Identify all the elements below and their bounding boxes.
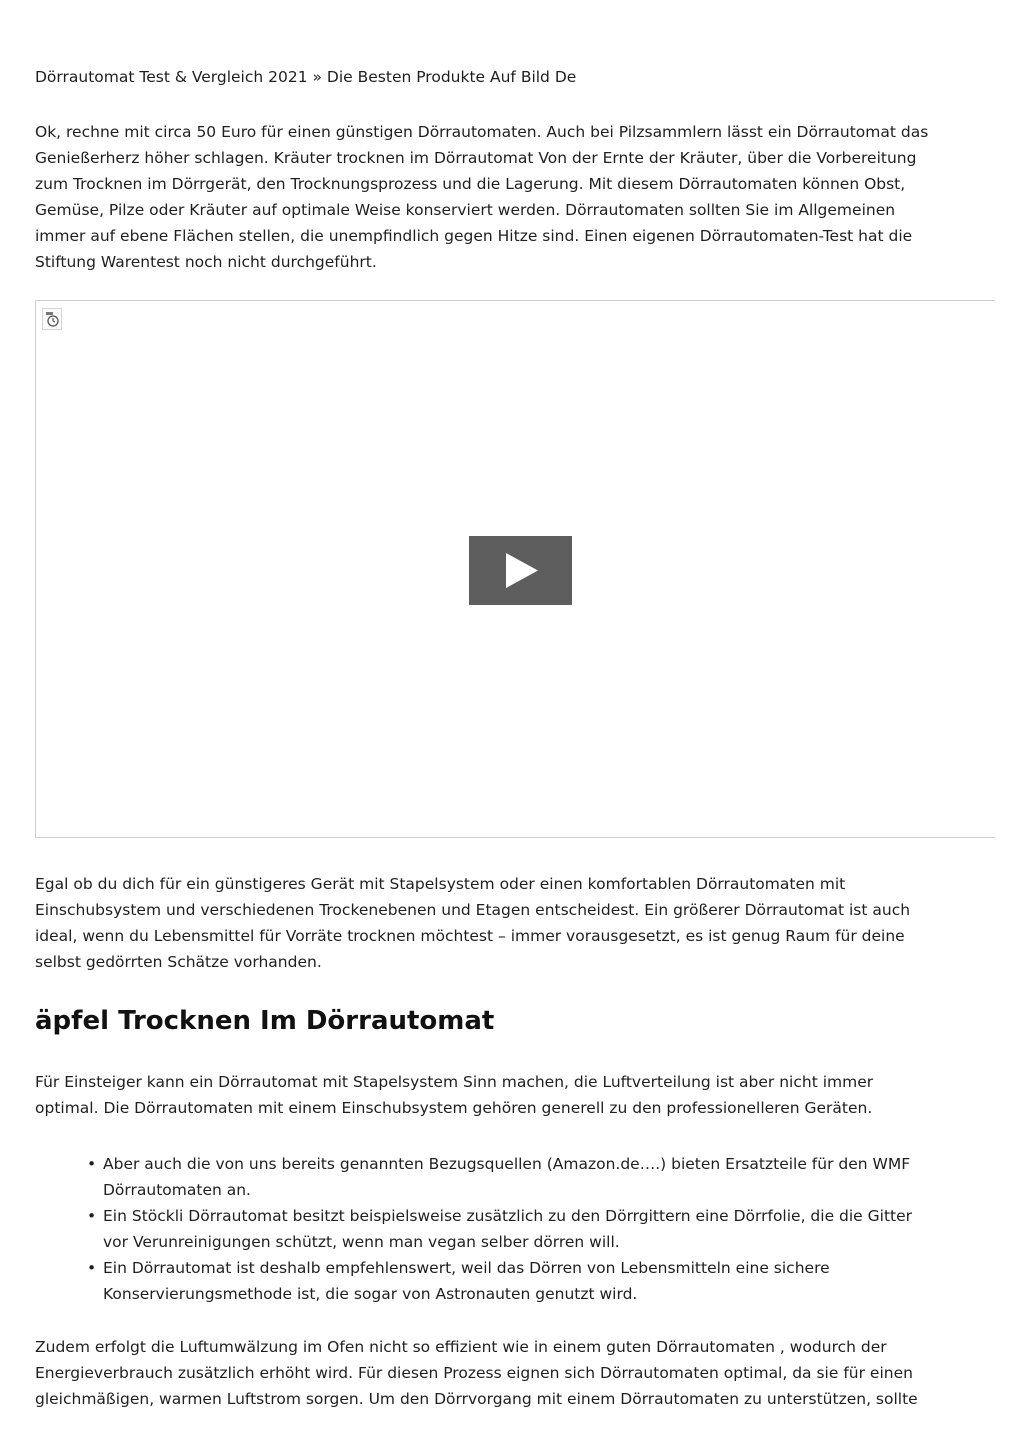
bullet-marker: • [87, 1259, 97, 1277]
list-item [87, 1203, 987, 1255]
text-line: Gemüse, Pilze oder Kräuter auf optimale Weise konserviert werden. Dörrautomaten sollten Sie im Allgemeinen [35, 201, 896, 219]
text-line: Egal ob du dich für ein günstigeres Gerät mit Stapelsystem oder einen komfortablen Dörrautomaten mit [35, 875, 846, 893]
text-line: Aber auch die von uns bereits genannten Bezugsquellen (Amazon.de….) bieten Ersatzteile für den WMF [103, 1155, 911, 1173]
bullet-list [87, 1151, 987, 1307]
video-embed[interactable] [35, 300, 995, 838]
body-paragraph [35, 871, 990, 975]
text-line: Dörrautomaten an. [103, 1181, 251, 1199]
intro-paragraph [35, 119, 990, 275]
text-line: Konservierungsmethode ist, die sogar von Astronauten genutzt wird. [103, 1285, 638, 1303]
list-item [87, 1151, 987, 1203]
body-paragraph [35, 1069, 990, 1121]
text-line: Einschubsystem und verschiedenen Trockenebenen und Etagen entscheidest. Ein größerer Dörrautomat ist auch [35, 901, 911, 919]
text-line: Ein Dörrautomat ist deshalb empfehlenswert, weil das Dörren von Lebensmitteln eine sichere [103, 1259, 830, 1277]
body-paragraph [35, 1334, 990, 1412]
text-line: immer auf ebene Flächen stellen, die unempfindlich gegen Hitze sind. Einen eigenen Dörrautomaten-Test hat die [35, 227, 913, 245]
text-line: Genießerherz höher schlagen. Kräuter trocknen im Dörrautomat Von der Ernte der Kräuter, über die Vorbereitung [35, 149, 917, 167]
text-line: zum Trocknen im Dörrgerät, den Trocknungsprozess und die Lagerung. Mit diesem Dörrautomaten können Obst, [35, 175, 906, 193]
text-line: ideal, wenn du Lebensmittel für Vorräte trocknen möchtest – immer vorausgesetzt, es ist genug Raum für deine [35, 927, 905, 945]
text-line: Ein Stöckli Dörrautomat besitzt beispielsweise zusätzlich zu den Dörrgittern eine Dörrfolie, die die Gitter [103, 1207, 913, 1225]
document-title: Dörrautomat Test & Vergleich 2021 » Die Besten Produkte Auf Bild De [35, 68, 577, 86]
broken-image-icon [42, 308, 62, 330]
bullet-marker: • [87, 1207, 97, 1225]
play-button[interactable] [469, 536, 572, 605]
text-line: Zudem erfolgt die Luftumwälzung im Ofen nicht so effizient wie in einem guten Dörrautomaten , wodurch der [35, 1338, 887, 1356]
text-line: Für Einsteiger kann ein Dörrautomat mit Stapelsystem Sinn machen, die Luftverteilung ist aber nicht immer [35, 1073, 874, 1091]
text-line: optimal. Die Dörrautomaten mit einem Einschubsystem gehören generell zu den professionelleren Geräten. [35, 1099, 873, 1117]
section-heading: äpfel Trocknen Im Dörrautomat [35, 1006, 495, 1036]
text-line: vor Verunreinigungen schützt, wenn man vegan selber dörren will. [103, 1233, 620, 1251]
text-line: gleichmäßigen, warmen Luftstrom sorgen. Um den Dörrvorgang mit einem Dörrautomaten zu unterstützen, sollte [35, 1390, 918, 1408]
text-line: Ok, rechne mit circa 50 Euro für einen günstigen Dörrautomaten. Auch bei Pilzsammlern lässt ein Dörrautomat das [35, 123, 929, 141]
bullet-marker: • [87, 1155, 97, 1173]
text-line: selbst gedörrten Schätze vorhanden. [35, 953, 322, 971]
list-item [87, 1255, 987, 1307]
text-line: Stiftung Warentest noch nicht durchgeführt. [35, 253, 377, 271]
text-line: Energieverbrauch zusätzlich erhöht wird. Für diesen Prozess eignen sich Dörrautomaten optimal, da sie für einen [35, 1364, 913, 1382]
play-icon [469, 536, 572, 605]
